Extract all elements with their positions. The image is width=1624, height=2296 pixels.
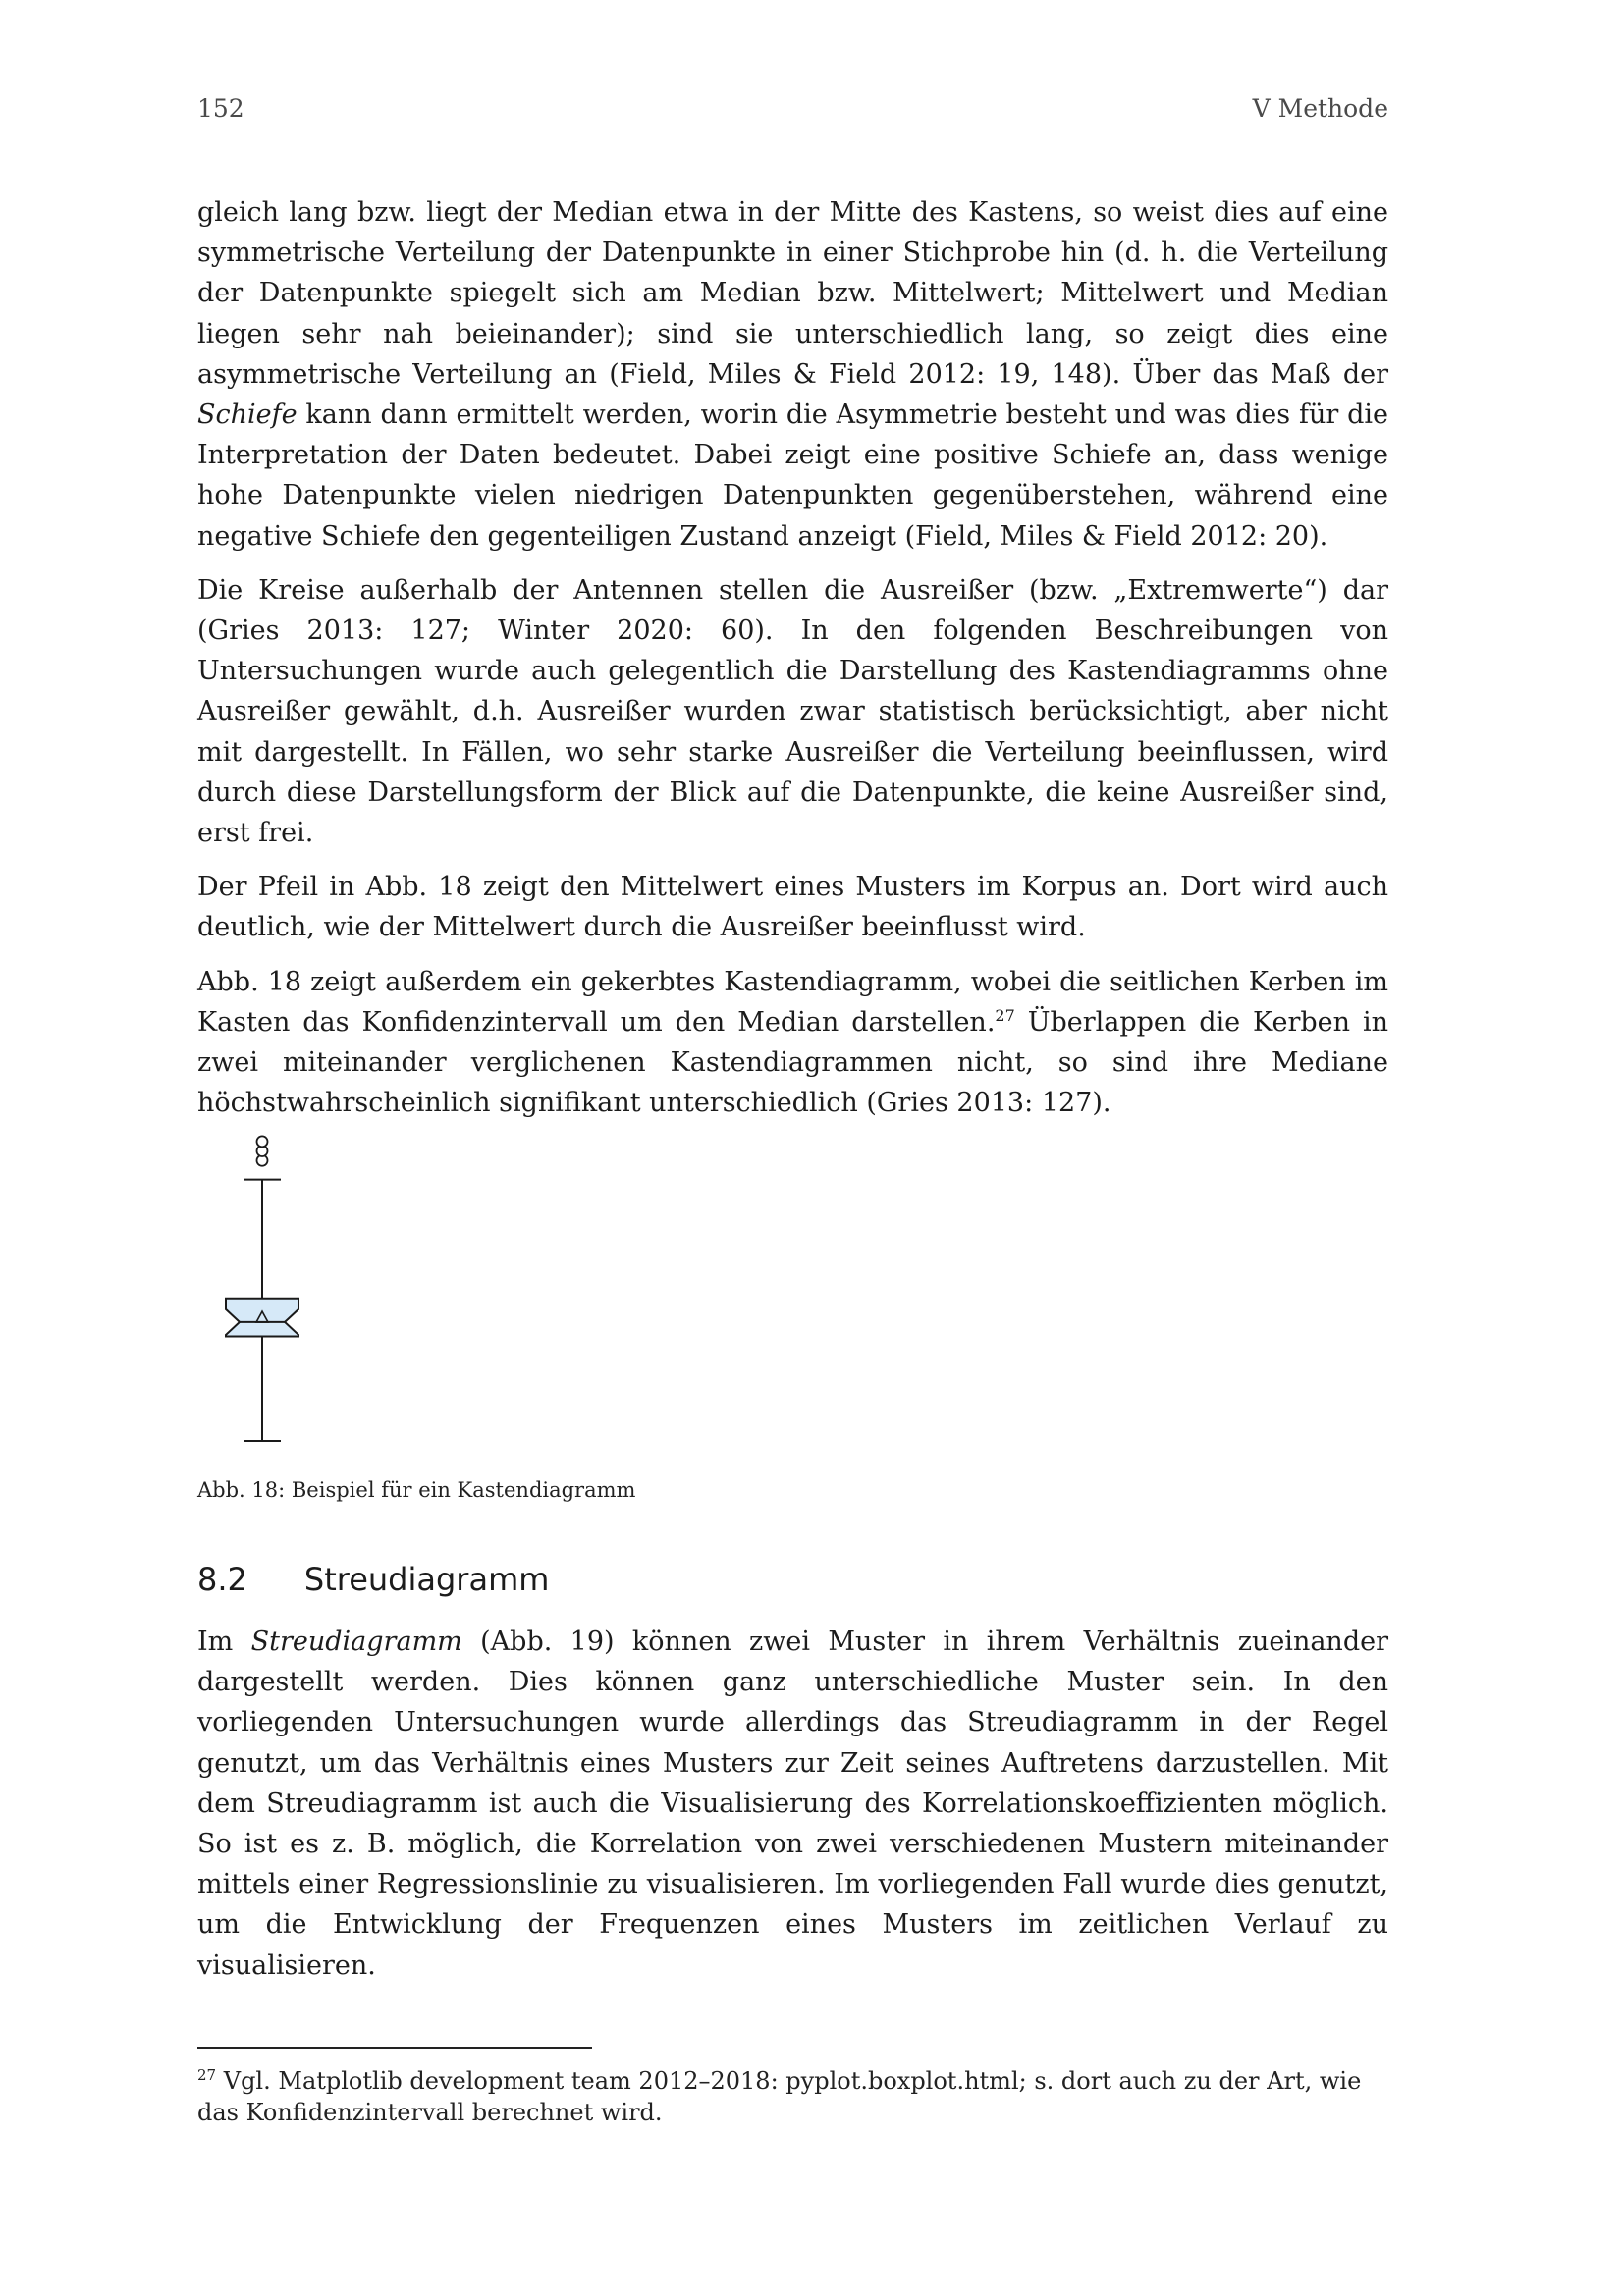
- paragraph: [197, 867, 1388, 947]
- footnote-text: Vgl. Matplotlib development team 2012–2018: pyplot.boxplot.html; s. dort auch zu der Art, wie das Konfidenzintervall berechnet wird.: [197, 2067, 1362, 2126]
- footnote-ref: 27: [995, 1005, 1015, 1025]
- outlier-point: [257, 1136, 268, 1147]
- emphasis: Schiefe: [197, 400, 298, 431]
- section-paragraph: [197, 1622, 1388, 1986]
- section-title: Streudiagramm: [303, 1561, 550, 1598]
- page-number: 152: [197, 94, 244, 123]
- chapter-title: V Methode: [1252, 94, 1388, 123]
- emphasis: Streudiagramm: [250, 1627, 462, 1657]
- text-run: gleich lang bzw. liegt der Median etwa in der Mitte des Kastens, so weist dies auf eine symmetrische Verteilung der Datenpunkte in einer Stichprobe hin (d. h. die Verteilung der Datenpunkte spiegelt sich am Median bzw. Mittelwert; Mittelwert und Median liegen sehr nah beieinander); sind sie unterschiedlich lang, so zeigt dies eine asymmetrische Verteilung an (Field, Miles & Field 2012: 19, 148). Über das Maß der: [197, 197, 1388, 390]
- body-text: [197, 192, 1388, 1137]
- text-run: kann dann ermittelt werden, worin die Asymmetrie besteht und was dies für die Interpretation der Daten bedeutet. Dabei zeigt eine positive Schiefe an, dass wenige hohe Datenpunkte vielen niedrigen Datenpunkten gegenüberstehen, während eine negative Schiefe den gegenteiligen Zustand anzeigt (Field, Miles & Field 2012: 20).: [197, 400, 1388, 552]
- section-number: 8.2: [197, 1561, 247, 1598]
- paragraph: [197, 192, 1388, 557]
- figure-caption: Abb. 18: Beispiel für ein Kastendiagramm: [197, 1478, 636, 1502]
- text-run: Im: [197, 1627, 251, 1657]
- notched-box: [226, 1299, 298, 1337]
- text-run: (Abb. 19) können zwei Muster in ihrem Verhältnis zueinander dargestellt werden. Dies können ganz unterschiedliche Muster sein. In den vorliegenden Untersuchungen wurde allerdings das Streudiagramm in der Regel genutzt, um das Verhältnis eines Musters zur Zeit seines Auftretens darzustellen. Mit dem Streudiagramm ist auch die Visualisierung des Korrelationskoeffizienten möglich. So ist es z. B. möglich, die Korrelation von zwei verschiedenen Mustern miteinander mittels einer Regressionslinie zu visualisieren. Im vorliegenden Fall wurde dies genutzt, um die Entwicklung der Frequenzen eines Musters im zeitlichen Verlauf zu visualisieren.: [197, 1627, 1388, 1981]
- text-run: Die Kreise außerhalb der Antennen stellen die Ausreißer (bzw. „Extremwerte“) dar (Gries 2013: 127; Winter 2020: 60). In den folgenden Beschreibungen von Untersuchungen wurde auch gelegentlich die Darstellung des Kastendiagramms ohne Ausreißer gewählt, d.h. Ausreißer wurden zwar statistisch berücksichtigt, aber nicht mit dargestellt. In Fällen, wo sehr starke Ausreißer die Verteilung beeinflussen, wird durch diese Darstellungsform der Blick auf die Datenpunkte, die keine Ausreißer sind, erst frei.: [197, 574, 1388, 849]
- section-heading: [197, 1561, 549, 1598]
- footnote-number: 27: [197, 2066, 217, 2084]
- boxplot-figure: [197, 1127, 590, 1461]
- text-run: Überlappen die Kerben in zwei miteinander verglichenen Kastendiagrammen nicht, so sind ihre Mediane höchstwahrscheinlich signifikant unterschiedlich (Gries 2013: 127).: [197, 1006, 1388, 1119]
- text-run: Abb. 18 zeigt außerdem ein gekerbtes Kastendiagramm, wobei die seitlichen Kerben im Kasten das Konfidenzintervall um den Median darstellen.: [197, 966, 1388, 1038]
- footnote: [197, 2059, 1388, 2128]
- footnote-rule: [197, 2047, 592, 2049]
- paragraph: [197, 962, 1388, 1124]
- section-text: [197, 1622, 1388, 2000]
- running-head: [197, 94, 1388, 123]
- text-run: Der Pfeil in Abb. 18 zeigt den Mittelwert eines Musters im Korpus an. Dort wird auch deutlich, wie der Mittelwert durch die Ausreißer beeinflusst wird.: [197, 872, 1388, 943]
- paragraph: [197, 570, 1388, 853]
